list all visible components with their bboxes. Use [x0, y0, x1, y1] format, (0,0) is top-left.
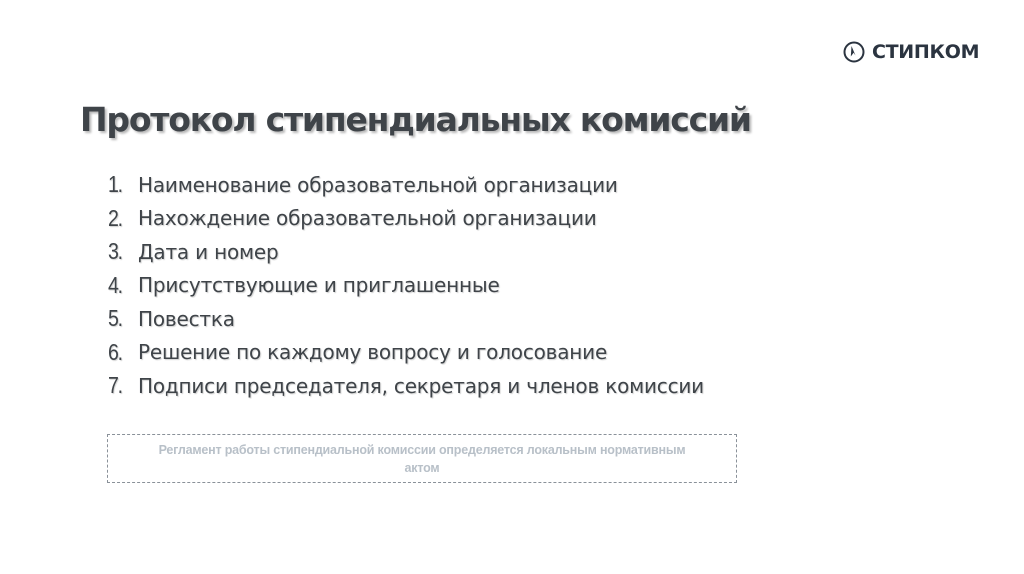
slide-title: Протокол стипендиальных комиссий — [80, 100, 751, 139]
list-item — [108, 369, 704, 403]
compass-logo-icon — [843, 41, 865, 63]
regulation-note-box — [107, 434, 737, 483]
list-item-number: 6. — [108, 338, 122, 365]
list-item-label: Присутствующие и приглашенные — [138, 273, 500, 298]
list-item-number: 5. — [108, 305, 122, 332]
list-item-label: Наименование образовательной организации — [138, 172, 618, 197]
list-item-number: 1. — [108, 171, 122, 198]
list-item — [108, 235, 704, 269]
protocol-items-list — [108, 168, 704, 403]
list-item-label: Дата и номер — [138, 239, 279, 264]
list-item — [108, 269, 704, 303]
brand-name: СТИПКОМ — [872, 41, 980, 63]
list-item-label: Подписи председателя, секретаря и членов комиссии — [138, 373, 704, 398]
list-item-number: 7. — [108, 372, 122, 399]
list-item-number: 4. — [108, 271, 122, 298]
list-item-number: 3. — [108, 238, 122, 265]
brand-logo — [843, 37, 979, 67]
list-item — [108, 168, 704, 202]
list-item — [108, 302, 704, 336]
list-item-label: Решение по каждому вопросу и голосование — [138, 340, 608, 365]
regulation-note-text: Регламент работы стипендиальной комиссии определяется локальным нормативным актом — [158, 442, 686, 475]
list-item-label: Нахождение образовательной организации — [138, 206, 597, 231]
list-item — [108, 336, 704, 370]
list-item-label: Повестка — [138, 306, 235, 331]
list-item-number: 2. — [108, 204, 122, 231]
list-item — [108, 202, 704, 236]
